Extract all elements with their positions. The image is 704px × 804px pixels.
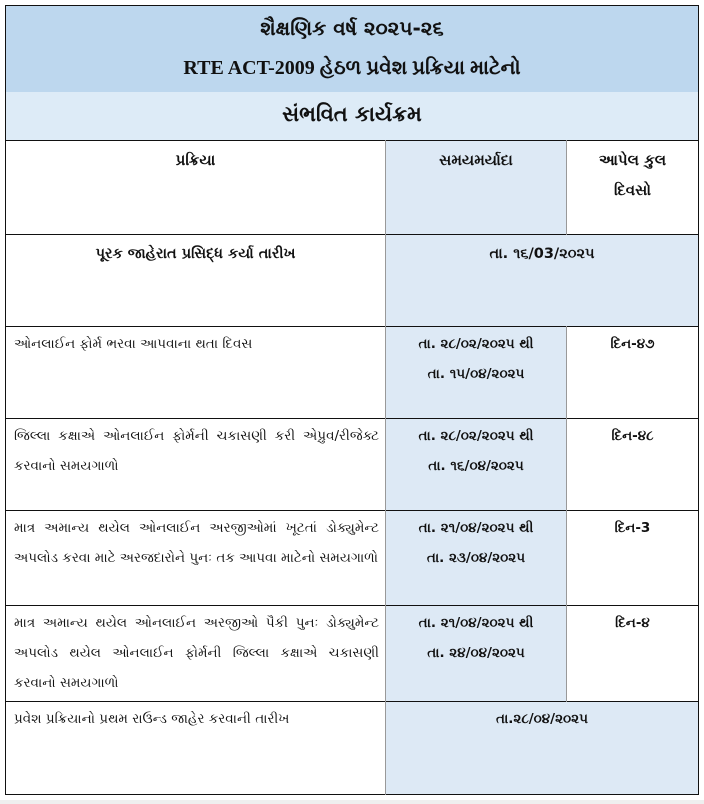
column-header-process-label: પ્રક્રિયા	[175, 150, 216, 169]
subtitle-band	[6, 92, 699, 140]
date-from-text: તા. ૨૧/૦૪/૨૦૨૫ થી	[418, 519, 534, 536]
date-text: તા.૨૮/૦૪/૨૦૨૫	[496, 710, 588, 727]
date-to-text: તા. ૧૫/૦૪/૨૦૨૫	[427, 365, 525, 382]
date-cell	[386, 605, 567, 701]
column-header-total-days-line2: દિવસો	[613, 180, 652, 199]
date-to-text: તા. ૨૪/૦૪/૨૦૨૫	[427, 644, 525, 661]
column-header-row	[6, 140, 699, 234]
date-to-text: તા. ૧૬/૦૪/૨૦૨૫	[428, 457, 524, 474]
table-row	[6, 510, 699, 605]
academic-year-title: શૈક્ષણિક વર્ષ ૨૦૨૫-૨૬	[260, 16, 444, 40]
column-header-process	[6, 140, 386, 234]
date-from-text: તા. ૨૮/૦૨/૨૦૨૫ થી	[418, 335, 534, 352]
days-cell	[567, 326, 699, 418]
process-text: માત્ર અમાન્ય થયેલ ઓનલાઈન અરજીઓ પૈકી પુનઃ ડોક્યુમેન્ટ અપલોડ થયેલ ઓનલાઈન ફોર્મની જિલ્લા કક્ષાએ ચકાસણી કરવાનો સમયગાળો	[14, 614, 379, 691]
date-cell	[386, 418, 567, 510]
days-text: દિન-૪૭	[610, 335, 655, 352]
date-cell	[386, 326, 567, 418]
table-row	[6, 234, 699, 326]
column-header-total-days-line1: આપેલ કુલ	[598, 150, 667, 169]
table-row	[6, 605, 699, 701]
days-text: દિન-3	[614, 519, 651, 536]
date-to-text: તા. ૨૩/૦૪/૨૦૨૫	[426, 549, 526, 566]
table-row	[6, 326, 699, 418]
date-cell	[386, 510, 567, 605]
title-band	[6, 6, 699, 93]
rte-act-title: RTE ACT-2009 હેઠળ પ્રવેશ પ્રક્રિયા માટેનો	[183, 57, 521, 79]
process-cell	[6, 510, 386, 605]
days-text: દિન-૪૮	[611, 427, 654, 444]
date-from-text: તા. ૨૮/૦૨/૨૦૨૫ થી	[418, 427, 534, 444]
column-header-total-days	[567, 140, 699, 234]
days-cell	[567, 605, 699, 701]
process-text: માત્ર અમાન્ય થયેલ ઓનલાઈન અરજીઓમાં ખૂટતાં ડોક્યુમેન્ટ અપલોડ કરવા માટે અરજદારોને પુનઃ તક આપવા માટેનો સમયગાળો	[14, 519, 379, 566]
table-row	[6, 418, 699, 510]
date-cell	[386, 234, 699, 326]
rte-schedule-table	[5, 5, 699, 795]
process-text: ઓનલાઈન ફોર્મ ભરવા આપવાના થતા દિવસ	[14, 335, 253, 352]
schedule-subtitle: સંભવિત કાર્યક્રમ	[282, 102, 422, 126]
process-cell	[6, 605, 386, 701]
table-row	[6, 701, 699, 794]
process-cell	[6, 326, 386, 418]
date-from-text: તા. ૨૧/૦૪/૨૦૨૫ થી	[418, 614, 534, 631]
process-text: પૂરક જાહેરાત પ્રસિદ્ધ કર્યા તારીખ	[95, 245, 296, 262]
days-text: દિન-૪	[615, 614, 650, 631]
column-header-timeline	[386, 140, 567, 234]
days-cell	[567, 510, 699, 605]
date-text: તા. ૧૬/03/૨૦૨૫	[489, 245, 595, 262]
process-text: પ્રવેશ પ્રક્રિયાનો પ્રથમ રાઉન્ડ જાહેર કરવાની તારીખ	[14, 710, 290, 727]
days-cell	[567, 418, 699, 510]
date-cell	[386, 701, 699, 794]
process-cell	[6, 234, 386, 326]
process-cell	[6, 418, 386, 510]
column-header-timeline-label: સમયમર્યાદા	[439, 150, 513, 169]
process-cell	[6, 701, 386, 794]
process-text: જિલ્લા કક્ષાએ ઓનલાઈન ફોર્મની ચકાસણી કરી એપ્રુવ/રીજેક્ટ કરવાનો સમયગાળો	[14, 427, 379, 474]
